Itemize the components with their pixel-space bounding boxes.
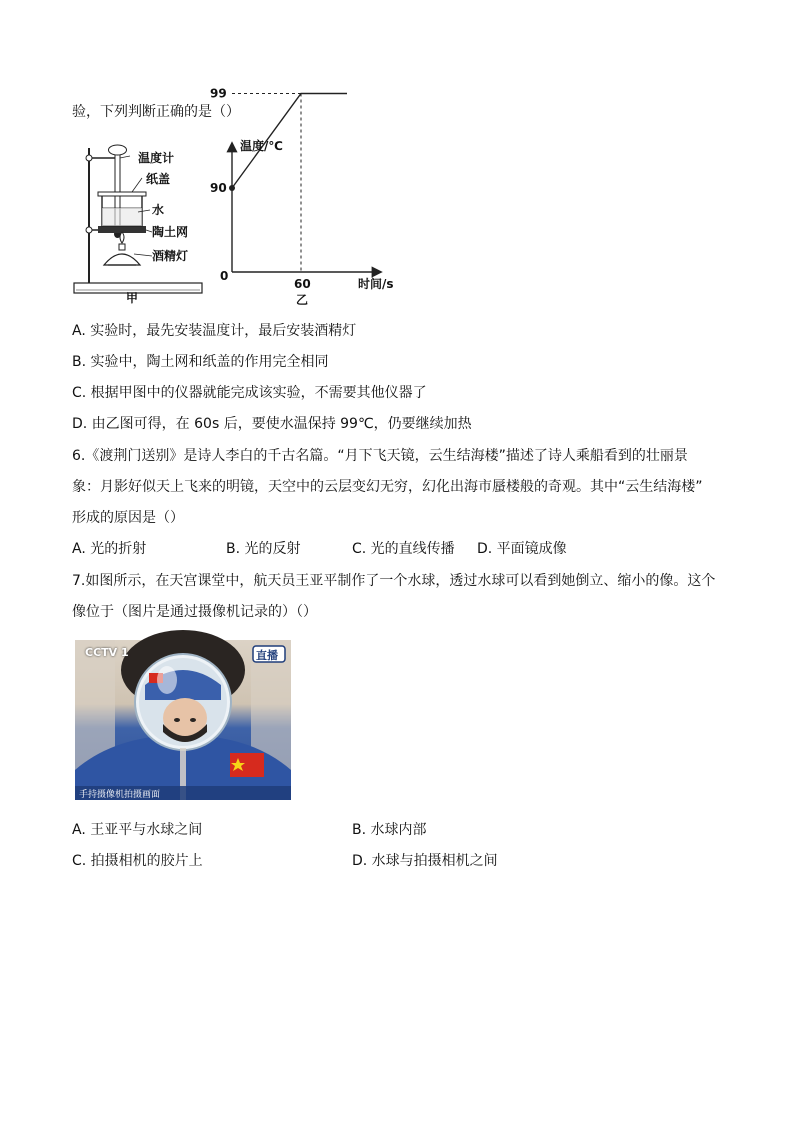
cctv-logo: CCTV 1	[85, 646, 129, 659]
label-water: 水	[152, 203, 165, 217]
q7-option-c[interactable]: C. 拍摄相机的胶片上	[72, 853, 203, 869]
start-point	[229, 185, 235, 191]
q7-option-a[interactable]: A. 王亚平与水球之间	[72, 822, 203, 838]
q5-option-a[interactable]: A. 实验时，最先安装温度计，最后安装酒精灯	[72, 323, 357, 339]
q6-stem-line-3: 形成的原因是（）	[72, 510, 184, 526]
q7-stem-line-1: 7.如图所示，在天宫课堂中，航天员王亚平制作了一个水球，透过水球可以看到她倒立、缩小的像。这个	[72, 573, 716, 589]
label-paper-lid: 纸盖	[146, 172, 171, 186]
q7-stem-line-2: 像位于（图片是通过摄像机记录的）（）	[72, 604, 317, 620]
y-axis-label: 温度/℃	[240, 139, 283, 153]
live-badge: 直播	[256, 649, 278, 662]
label-thermometer: 温度计	[138, 151, 175, 165]
water-ball-photo	[75, 640, 291, 800]
figure-yi-caption: 乙	[296, 293, 309, 307]
q6-stem-line-1: 6.《渡荆门送别》是诗人李白的千古名篇。“月下飞天镜，云生结海楼”描述了诗人乘船看到的壮丽景	[72, 448, 688, 464]
y-tick-label-90: 90	[210, 181, 227, 195]
origin-label: 0	[220, 269, 229, 283]
q5-option-d[interactable]: D. 由乙图可得，在 60s 后，要使水温保持 99℃，仍要继续加热	[72, 416, 472, 432]
photo-caption: 手持摄像机拍摄画面	[79, 790, 161, 800]
q5-stem-tail: 验，下列判断正确的是（）	[72, 104, 240, 120]
q7-option-b[interactable]: B. 水球内部	[352, 822, 427, 838]
y-tick-label-99: 99	[210, 86, 227, 101]
label-alcohol-lamp: 酒精灯	[152, 249, 189, 263]
q6-option-c[interactable]: C. 光的直线传播	[352, 541, 455, 557]
figure-jia-caption: 甲	[126, 291, 139, 305]
q5-option-b[interactable]: B. 实验中，陶土网和纸盖的作用完全相同	[72, 354, 329, 370]
q5-option-c[interactable]: C. 根据甲图中的仪器就能完成该实验，不需要其他仪器了	[72, 385, 427, 401]
q6-option-a[interactable]: A. 光的折射	[72, 541, 147, 557]
q7-option-d[interactable]: D. 水球与拍摄相机之间	[352, 853, 498, 869]
temperature-chart	[200, 86, 400, 307]
label-wire-gauze: 陶土网	[152, 225, 189, 239]
x-axis-label: 时间/s	[358, 277, 394, 291]
q6-stem-line-2: 象：月影好似天上飞来的明镜，天空中的云层变幻无穷，幻化出海市蜃楼般的奇观。其中“云生结海楼”	[72, 479, 703, 495]
x-tick-label-60: 60	[294, 277, 311, 291]
q6-option-b[interactable]: B. 光的反射	[226, 541, 301, 557]
q6-option-d[interactable]: D. 平面镜成像	[477, 541, 567, 557]
